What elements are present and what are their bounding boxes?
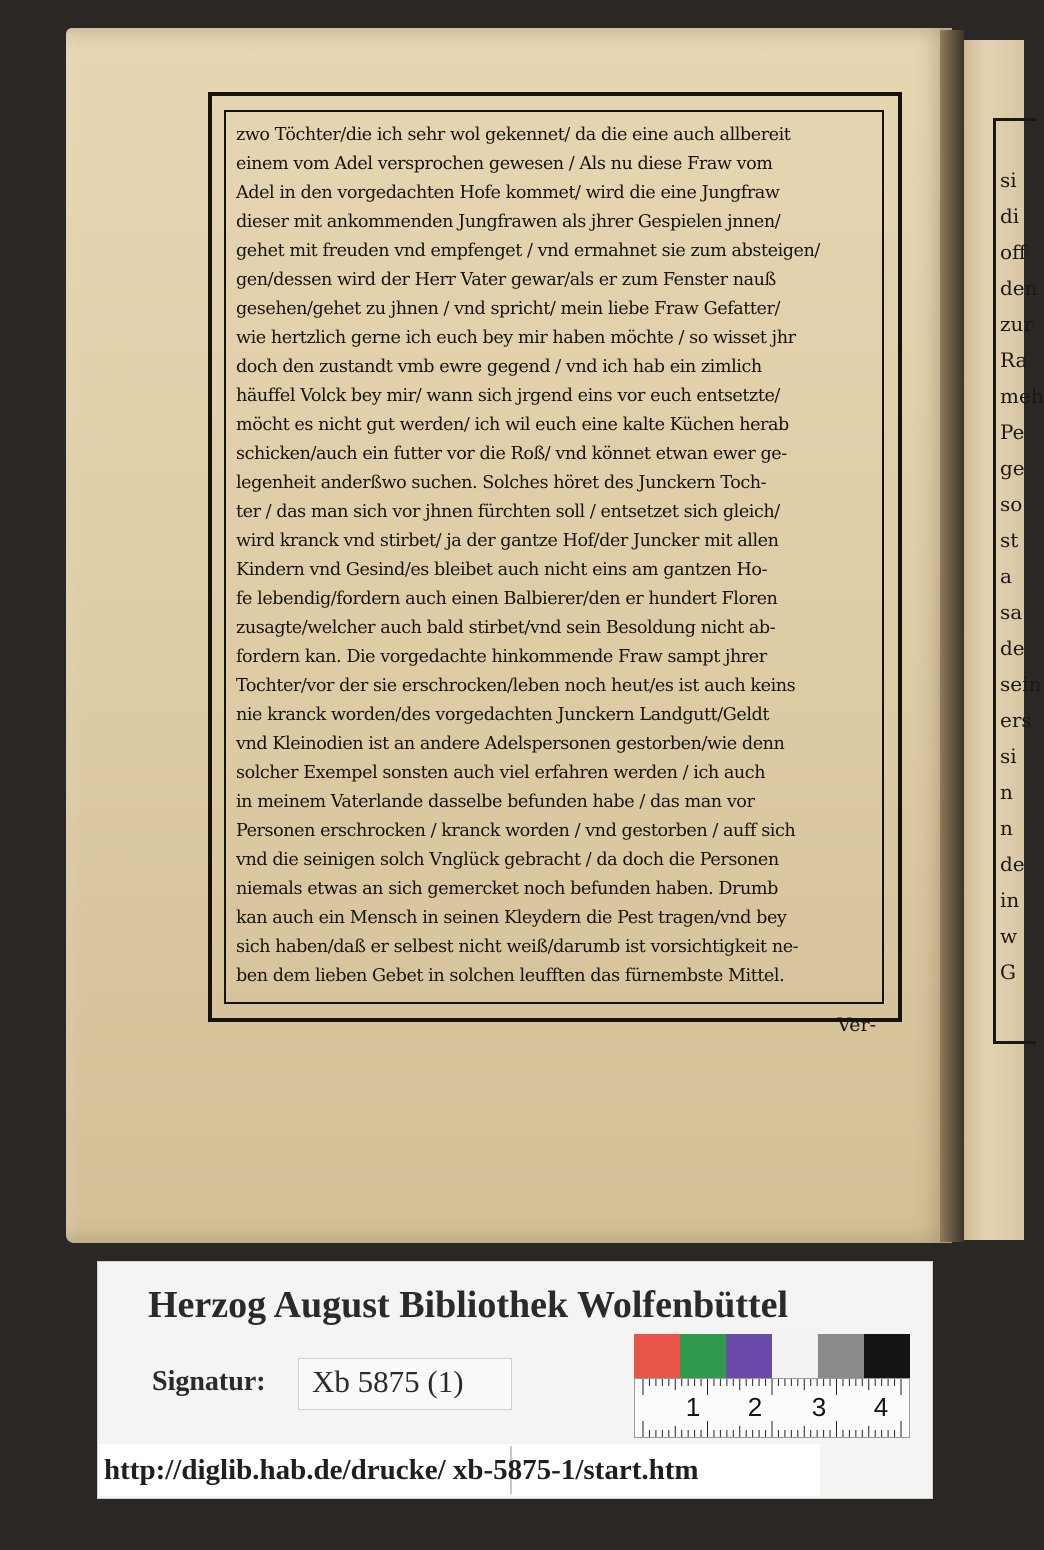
text-line: niemals etwas an sich gemercket noch befunden haben. Drumb [236, 879, 778, 899]
facing-page-fragment: den [1000, 276, 1038, 300]
color-swatches [634, 1334, 910, 1378]
facing-page-fragment: n [1000, 816, 1013, 840]
text-line: vnd Kleinodien ist an andere Adelspersonen gestorben/wie denn [236, 734, 785, 754]
text-line: dieser mit ankommenden Jungfrawen als jhrer Gespielen jnnen/ [236, 212, 781, 232]
text-line: legenheit anderßwo suchen. Solches höret des Junckern Toch- [236, 473, 767, 493]
facing-page-fragment: in [1000, 888, 1020, 912]
color-swatch [634, 1334, 680, 1378]
color-swatch [726, 1334, 772, 1378]
facing-page-fragment: de [1000, 852, 1025, 876]
facing-page-fragment: Ra [1000, 348, 1028, 372]
text-line: fe lebendig/fordern auch einen Balbierer/den er hundert Floren [236, 589, 778, 609]
ruler-number: 3 [811, 1392, 827, 1422]
text-line: möcht es nicht gut werden/ ich wil euch eine kalte Küchen herab [236, 415, 789, 435]
facing-page-fragment: Pe [1000, 420, 1025, 444]
signature-value: Xb 5875 (1) [312, 1364, 464, 1399]
text-line: Tochter/vor der sie erschrocken/leben noch heut/es ist auch keins [236, 676, 796, 696]
text-line: schicken/auch ein futter vor die Roß/ vnd könnet etwan ewer ge- [236, 444, 787, 464]
text-line: Kindern vnd Gesind/es bleibet auch nicht eins am gantzen Ho- [236, 560, 767, 580]
facing-page-fragment: di [1000, 204, 1020, 228]
facing-page-fragment: st [1000, 528, 1019, 552]
facing-page-fragment: ers [1000, 708, 1032, 732]
facing-page-fragment: w [1000, 924, 1018, 948]
color-swatch [680, 1334, 726, 1378]
text-line: solcher Exempel sonsten auch viel erfahren werden / ich auch [236, 763, 766, 783]
text-line: zusagte/welcher auch bald stirbet/vnd sein Besoldung nicht ab- [236, 618, 776, 638]
facing-page-fragment: off [1000, 240, 1027, 264]
signature-label: Signatur: [152, 1366, 266, 1397]
color-swatch [818, 1334, 864, 1378]
text-line: Personen erschrocken / kranck worden / vnd gestorben / auff sich [236, 821, 796, 841]
page-text-block [236, 120, 876, 988]
text-line: wird kranck vnd stirbet/ ja der gantze Hof/der Juncker mit allen [236, 531, 779, 551]
text-line: gesehen/gehet zu jhnen / vnd spricht/ mein liebe Fraw Gefatter/ [236, 299, 780, 319]
facing-page-fragment: si [1000, 168, 1017, 192]
text-line: Adel in den vorgedachten Hofe kommet/ wird die eine Jungfraw [236, 183, 780, 203]
text-line: nie kranck worden/des vorgedachten Junckern Landgutt/Geldt [236, 705, 769, 725]
text-line: doch den zustandt vmb ewre gegend / vnd ich hab ein zimlich [236, 357, 762, 377]
ruler-number: 1 [685, 1392, 701, 1422]
catchword: Ver- [837, 1014, 876, 1036]
facing-page-fragment: si [1000, 744, 1017, 768]
ruler-number: 4 [873, 1392, 889, 1422]
text-line: einem vom Adel versprochen gewesen / Als nu diese Fraw vom [236, 154, 773, 174]
color-swatch [864, 1334, 910, 1378]
text-line: häuffel Volck bey mir/ wann sich jrgend eins vor euch entsetzte/ [236, 386, 780, 406]
text-line: gen/dessen wird der Herr Vater gewar/als er zum Fenster nauß [236, 270, 776, 290]
facing-page-fragment: G [1000, 960, 1016, 984]
text-line: kan auch ein Mensch in seinen Kleydern die Pest tragen/vnd bey [236, 908, 787, 928]
text-line: vnd die seinigen solch Vnglück gebracht / da doch die Personen [236, 850, 779, 870]
page-gutter [940, 30, 964, 1242]
text-line: in meinem Vaterlande dasselbe befunden habe / das man vor [236, 792, 755, 812]
text-line: gehet mit freuden vnd empfenget / vnd ermahnet sie zum absteigen/ [236, 241, 820, 261]
facing-page-fragment: a [1000, 564, 1012, 588]
text-line: fordern kan. Die vorgedachte hinkommende Fraw sampt jhrer [236, 647, 767, 667]
text-line: sich haben/daß er selbest nicht weiß/darumb ist vorsichtigkeit ne- [236, 937, 799, 957]
text-line: ben dem lieben Gebet in solchen leufften das fürnembste Mittel. [236, 966, 785, 986]
library-name: Herzog August Bibliothek Wolfenbüttel [148, 1284, 789, 1326]
facing-page-fragment: sein [1000, 672, 1042, 696]
facing-page-fragment: n [1000, 780, 1013, 804]
text-line: zwo Töchter/die ich sehr wol gekennet/ da die eine auch allbereit [236, 125, 791, 145]
facing-page-fragment: so [1000, 492, 1023, 516]
facing-page-fragment: de [1000, 636, 1025, 660]
catalog-url[interactable]: http://diglib.hab.de/drucke/ xb-5875-1/start.htm [104, 1454, 699, 1486]
facing-page-fragment: meh [1000, 384, 1044, 408]
color-swatch [772, 1334, 818, 1378]
ruler-number: 2 [747, 1392, 763, 1422]
text-line: wie hertzlich gerne ich euch bey mir haben möchte / so wisset jhr [236, 328, 796, 348]
text-line: ter / das man sich vor jhnen fürchten soll / entsetzet sich gleich/ [236, 502, 780, 522]
facing-page-fragment: sa [1000, 600, 1023, 624]
facing-page-fragment: ge [1000, 456, 1025, 480]
facing-page-fragment: zur [1000, 312, 1033, 336]
